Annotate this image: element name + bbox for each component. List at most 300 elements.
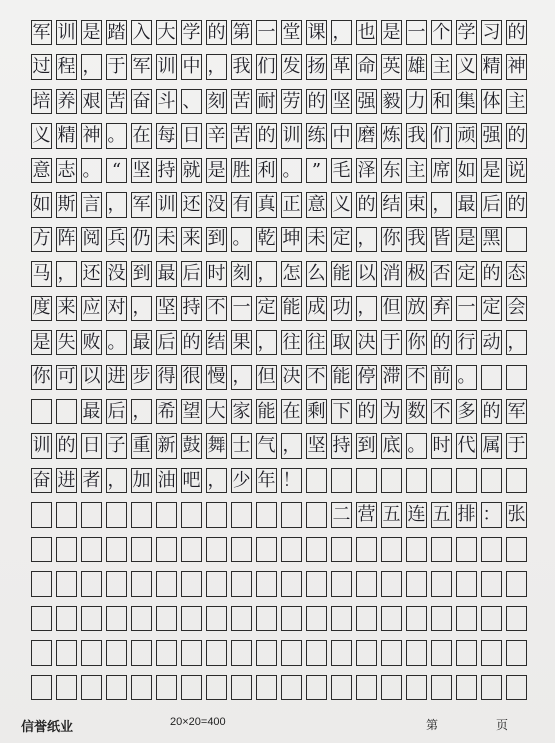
- grid-cell: 中: [181, 54, 202, 79]
- grid-cell: [56, 399, 77, 424]
- grid-cell: [281, 606, 302, 631]
- grid-cell: 到: [356, 433, 377, 458]
- grid-cell: [381, 571, 402, 596]
- grid-cell: [506, 537, 527, 562]
- grid-cell: 有: [231, 192, 252, 217]
- grid-cell: 。: [456, 365, 477, 390]
- grid-cell: [56, 606, 77, 631]
- grid-cell: 雄: [406, 54, 427, 79]
- grid-cell: 。: [106, 123, 127, 148]
- grid-cell: [181, 675, 202, 700]
- grid-cell: 集: [456, 89, 477, 114]
- grid-cell: [481, 675, 502, 700]
- grid-cell: 时: [431, 433, 452, 458]
- grid-cell: 后: [181, 261, 202, 286]
- manuscript-grid: [29, 16, 529, 705]
- grid-cell: [131, 675, 152, 700]
- grid-cell: 军: [506, 399, 527, 424]
- grid-cell: 的: [206, 20, 227, 45]
- grid-cell: 主: [406, 158, 427, 183]
- grid-cell: 的: [356, 192, 377, 217]
- grid-cell: 军: [131, 54, 152, 79]
- grid-cell: 态: [506, 261, 527, 286]
- grid-cell: ，: [356, 227, 377, 252]
- grid-cell: ，: [356, 296, 377, 321]
- grid-cell: [256, 571, 277, 596]
- grid-cell: 学: [456, 20, 477, 45]
- grid-cell: 下: [331, 399, 352, 424]
- grid-cell: [256, 502, 277, 527]
- grid-cell: 一: [231, 296, 252, 321]
- grid-cell: ”: [306, 158, 327, 183]
- grid-cell: 过: [31, 54, 52, 79]
- grid-cell: 可: [56, 365, 77, 390]
- grid-cell: [56, 571, 77, 596]
- grid-cell: [406, 468, 427, 493]
- grid-cell: 持: [331, 433, 352, 458]
- grid-cell: [381, 537, 402, 562]
- grid-cell: 的: [481, 261, 502, 286]
- grid-cell: [381, 468, 402, 493]
- grid-cell: 课: [306, 20, 327, 45]
- grid-cell: [156, 502, 177, 527]
- grid-cell: 训: [56, 20, 77, 45]
- grid-cell: 的: [56, 433, 77, 458]
- grid-cell: 功: [331, 296, 352, 321]
- grid-cell: [406, 606, 427, 631]
- grid-cell: 义: [456, 54, 477, 79]
- grid-cell: 定: [456, 261, 477, 286]
- grid-cell: 定: [331, 227, 352, 252]
- grid-cell: ，: [106, 468, 127, 493]
- grid-cell: 扬: [306, 54, 327, 79]
- grid-cell: 但: [381, 296, 402, 321]
- grid-cell: 训: [31, 433, 52, 458]
- grid-cell: [206, 675, 227, 700]
- grid-cell: 能: [331, 365, 352, 390]
- grid-cell: 士: [231, 433, 252, 458]
- grid-cell: [356, 537, 377, 562]
- grid-cell: [481, 640, 502, 665]
- grid-cell: ，: [281, 433, 302, 458]
- grid-cell: [406, 675, 427, 700]
- grid-cell: 命: [356, 54, 377, 79]
- grid-cell: [131, 502, 152, 527]
- grid-cell: 乾: [256, 227, 277, 252]
- grid-cell: [131, 537, 152, 562]
- grid-cell: 失: [56, 330, 77, 355]
- grid-cell: 炼: [381, 123, 402, 148]
- grid-cell: [56, 640, 77, 665]
- grid-cell: [306, 675, 327, 700]
- grid-cell: 兵: [106, 227, 127, 252]
- grid-cell: [406, 537, 427, 562]
- grid-cell: 我: [231, 54, 252, 79]
- grid-cell: 利: [256, 158, 277, 183]
- grid-cell: [456, 640, 477, 665]
- grid-cell: [406, 571, 427, 596]
- grid-cell: 顽: [456, 123, 477, 148]
- grid-cell: [131, 606, 152, 631]
- grid-cell: 吧: [181, 468, 202, 493]
- grid-cell: 、: [181, 89, 202, 114]
- grid-cell: [431, 640, 452, 665]
- grid-cell: 不: [306, 365, 327, 390]
- grid-cell: 义: [331, 192, 352, 217]
- grid-cell: 未: [306, 227, 327, 252]
- grid-cell: 气: [256, 433, 277, 458]
- grid-cell: 军: [31, 20, 52, 45]
- grid-cell: [381, 606, 402, 631]
- grid-cell: 的: [306, 89, 327, 114]
- grid-cell: 日: [81, 433, 102, 458]
- grid-cell: [431, 468, 452, 493]
- grid-cell: 没: [106, 261, 127, 286]
- grid-cell: ，: [56, 261, 77, 286]
- grid-cell: [106, 502, 127, 527]
- grid-cell: [281, 537, 302, 562]
- grid-cell: 言: [81, 192, 102, 217]
- grid-cell: ，: [131, 399, 152, 424]
- grid-cell: [31, 571, 52, 596]
- grid-cell: 英: [381, 54, 402, 79]
- grid-cell: 训: [281, 123, 302, 148]
- grid-cell: ，: [206, 54, 227, 79]
- grid-cell: [131, 640, 152, 665]
- grid-cell: 义: [31, 123, 52, 148]
- grid-cell: 新: [156, 433, 177, 458]
- grid-cell: 每: [156, 123, 177, 148]
- grid-cell: 时: [206, 261, 227, 286]
- grid-cell: 皆: [431, 227, 452, 252]
- grid-cell: 在: [281, 399, 302, 424]
- grid-cell: 真: [256, 192, 277, 217]
- grid-cell: [331, 606, 352, 631]
- grid-cell: [381, 675, 402, 700]
- grid-cell: 动: [481, 330, 502, 355]
- grid-cell: 我: [406, 123, 427, 148]
- grid-cell: [431, 537, 452, 562]
- grid-cell: 坚: [331, 89, 352, 114]
- grid-cell: [106, 675, 127, 700]
- grid-cell: 程: [56, 54, 77, 79]
- grid-cell: 的: [506, 192, 527, 217]
- grid-cell: [506, 468, 527, 493]
- grid-cell: [231, 537, 252, 562]
- grid-cell: 于: [506, 433, 527, 458]
- grid-cell: 志: [56, 158, 77, 183]
- grid-cell: [31, 675, 52, 700]
- grid-cell: [281, 640, 302, 665]
- grid-cell: 神: [81, 123, 102, 148]
- grid-cell: 行: [456, 330, 477, 355]
- grid-cell: [506, 675, 527, 700]
- grid-cell: [356, 640, 377, 665]
- grid-cell: 度: [31, 296, 52, 321]
- grid-cell: 刻: [206, 89, 227, 114]
- grid-cell: [206, 502, 227, 527]
- grid-cell: [506, 606, 527, 631]
- grid-cell: [306, 640, 327, 665]
- grid-cell: 和: [431, 89, 452, 114]
- grid-cell: 入: [131, 20, 152, 45]
- page-unit-label: 页: [496, 718, 509, 732]
- grid-cell: 五: [381, 502, 402, 527]
- grid-cell: 你: [406, 330, 427, 355]
- grid-cell: 磨: [356, 123, 377, 148]
- grid-cell: 正: [281, 192, 302, 217]
- grid-cell: ，: [231, 365, 252, 390]
- grid-cell: ，: [106, 192, 127, 217]
- grid-cell: 持: [181, 296, 202, 321]
- grid-cell: 学: [181, 20, 202, 45]
- grid-cell: 苦: [231, 89, 252, 114]
- grid-cell: [56, 675, 77, 700]
- grid-cell: [131, 571, 152, 596]
- grid-cell: 日: [181, 123, 202, 148]
- grid-cell: 是: [81, 20, 102, 45]
- grid-cell: 排: [456, 502, 477, 527]
- grid-cell: [256, 640, 277, 665]
- grid-cell: 来: [181, 227, 202, 252]
- grid-cell: [156, 675, 177, 700]
- grid-cell: [456, 606, 477, 631]
- grid-cell: 们: [431, 123, 452, 148]
- grid-cell: 们: [256, 54, 277, 79]
- grid-cell: [281, 502, 302, 527]
- grid-cell: [331, 468, 352, 493]
- grid-cell: [156, 537, 177, 562]
- grid-cell: [256, 537, 277, 562]
- grid-cell: [306, 468, 327, 493]
- grid-cell: 还: [181, 192, 202, 217]
- grid-cell: 习: [481, 20, 502, 45]
- grid-cell: 希: [156, 399, 177, 424]
- grid-cell: 结: [206, 330, 227, 355]
- grid-cell: 鼓: [181, 433, 202, 458]
- grid-cell: 最: [81, 399, 102, 424]
- grid-cell: 力: [406, 89, 427, 114]
- grid-cell: 往: [281, 330, 302, 355]
- grid-cell: 黑: [481, 227, 502, 252]
- grid-cell: [281, 675, 302, 700]
- grid-cell: [31, 537, 52, 562]
- grid-cell: [306, 537, 327, 562]
- grid-cell: 慢: [206, 365, 227, 390]
- grid-cell: [81, 640, 102, 665]
- grid-cell: [331, 640, 352, 665]
- grid-cell: 说: [506, 158, 527, 183]
- grid-cell: [256, 675, 277, 700]
- grid-cell: 意: [31, 158, 52, 183]
- grid-cell: 到: [206, 227, 227, 252]
- grid-cell: 的: [431, 330, 452, 355]
- grid-cell: [356, 675, 377, 700]
- grid-cell: 不: [431, 399, 452, 424]
- grid-cell: [206, 571, 227, 596]
- grid-cell: [81, 537, 102, 562]
- grid-cell: [381, 640, 402, 665]
- grid-cell: 家: [231, 399, 252, 424]
- grid-cell: [31, 606, 52, 631]
- grid-cell: 。: [81, 158, 102, 183]
- grid-cell: 底: [381, 433, 402, 458]
- grid-cell: [81, 606, 102, 631]
- grid-cell: 是: [31, 330, 52, 355]
- grid-cell: [506, 227, 527, 252]
- grid-cell: 应: [81, 296, 102, 321]
- grid-cell: 定: [256, 296, 277, 321]
- grid-cell: 二: [331, 502, 352, 527]
- grid-cell: [306, 571, 327, 596]
- grid-cell: [356, 468, 377, 493]
- grid-cell: [81, 571, 102, 596]
- grid-cell: 的: [356, 399, 377, 424]
- grid-cell: 进: [56, 468, 77, 493]
- grid-cell: 以: [356, 261, 377, 286]
- grid-cell: [431, 675, 452, 700]
- grid-cell: 仍: [131, 227, 152, 252]
- grid-cell: 斯: [56, 192, 77, 217]
- grid-cell: 如: [456, 158, 477, 183]
- grid-cell: [306, 606, 327, 631]
- grid-cell: 发: [281, 54, 302, 79]
- grid-cell: 你: [381, 227, 402, 252]
- grid-cell: 营: [356, 502, 377, 527]
- grid-cell: 东: [381, 158, 402, 183]
- grid-cell: 后: [481, 192, 502, 217]
- grid-cell: ，: [331, 20, 352, 45]
- grid-cell: 方: [31, 227, 52, 252]
- grid-cell: 坚: [131, 158, 152, 183]
- grid-cell: 能: [331, 261, 352, 286]
- grid-cell: 不: [406, 365, 427, 390]
- grid-cell: 中: [331, 123, 352, 148]
- grid-cell: 取: [331, 330, 352, 355]
- grid-cell: 么: [306, 261, 327, 286]
- grid-cell: 军: [131, 192, 152, 217]
- grid-cell: 一: [406, 20, 427, 45]
- grid-cell: [181, 571, 202, 596]
- grid-cell: 坚: [156, 296, 177, 321]
- grid-cell: [456, 537, 477, 562]
- grid-cell: [331, 675, 352, 700]
- grid-cell: 来: [56, 296, 77, 321]
- grid-cell: 练: [306, 123, 327, 148]
- grid-cell: 进: [106, 365, 127, 390]
- grid-cell: 体: [481, 89, 502, 114]
- grid-cell: 个: [431, 20, 452, 45]
- grid-cell: [406, 640, 427, 665]
- grid-cell: 。: [406, 433, 427, 458]
- grid-cell: 。: [106, 330, 127, 355]
- grid-cell: [506, 571, 527, 596]
- grid-cell: 于: [381, 330, 402, 355]
- grid-cell: 消: [381, 261, 402, 286]
- grid-cell: 后: [156, 330, 177, 355]
- grid-cell: [81, 502, 102, 527]
- grid-cell: 剩: [306, 399, 327, 424]
- grid-cell: [306, 502, 327, 527]
- grid-cell: 年: [256, 468, 277, 493]
- grid-cell: 坤: [281, 227, 302, 252]
- grid-cell: [31, 399, 52, 424]
- grid-cell: [231, 502, 252, 527]
- grid-cell: 张: [506, 502, 527, 527]
- grid-cell: 。: [231, 227, 252, 252]
- grid-cell: 数: [406, 399, 427, 424]
- grid-cell: 五: [431, 502, 452, 527]
- grid-cell: 苦: [231, 123, 252, 148]
- grid-cell: 训: [156, 54, 177, 79]
- grid-cell: [156, 640, 177, 665]
- grid-cell: 的: [481, 399, 502, 424]
- grid-cell: 就: [181, 158, 202, 183]
- grid-cell: 决: [356, 330, 377, 355]
- grid-cell: [206, 537, 227, 562]
- grid-cell: 代: [456, 433, 477, 458]
- grid-cell: 养: [56, 89, 77, 114]
- grid-cell: 一: [456, 296, 477, 321]
- grid-cell: ，: [256, 261, 277, 286]
- grid-cell: ，: [81, 54, 102, 79]
- grid-cell: 精: [481, 54, 502, 79]
- grid-cell: [156, 571, 177, 596]
- grid-cell: 以: [81, 365, 102, 390]
- grid-cell: [506, 365, 527, 390]
- grid-cell: [481, 365, 502, 390]
- grid-cell: [456, 571, 477, 596]
- grid-cell: [231, 675, 252, 700]
- grid-cell: 会: [506, 296, 527, 321]
- grid-cell: 否: [431, 261, 452, 286]
- grid-cell: 辛: [206, 123, 227, 148]
- grid-cell: 油: [156, 468, 177, 493]
- grid-cell: 停: [356, 365, 377, 390]
- grid-cell: [256, 606, 277, 631]
- grid-cell: [156, 606, 177, 631]
- grid-cell: 坚: [306, 433, 327, 458]
- grid-cell: 席: [431, 158, 452, 183]
- grid-cell: 泽: [356, 158, 377, 183]
- grid-cell: [106, 537, 127, 562]
- grid-cell: 束: [406, 192, 427, 217]
- grid-cell: 为: [381, 399, 402, 424]
- grid-cell: 但: [256, 365, 277, 390]
- grid-cell: 没: [206, 192, 227, 217]
- grid-cell: [331, 571, 352, 596]
- grid-cell: 强: [356, 89, 377, 114]
- grid-cell: 毅: [381, 89, 402, 114]
- grid-cell: 很: [181, 365, 202, 390]
- grid-cell: 加: [131, 468, 152, 493]
- grid-cell: 也: [356, 20, 377, 45]
- grid-cell: 能: [256, 399, 277, 424]
- grid-cell: 放: [406, 296, 427, 321]
- grid-cell: 是: [206, 158, 227, 183]
- grid-cell: 刻: [231, 261, 252, 286]
- grid-cell: ：: [481, 502, 502, 527]
- grid-cell: 极: [406, 261, 427, 286]
- grid-cell: 堂: [281, 20, 302, 45]
- grid-cell: [181, 502, 202, 527]
- grid-cell: 。: [281, 158, 302, 183]
- grid-cell: [206, 640, 227, 665]
- grid-cell: 劳: [281, 89, 302, 114]
- grid-cell: [356, 571, 377, 596]
- grid-cell: 阅: [81, 227, 102, 252]
- grid-cell: 得: [156, 365, 177, 390]
